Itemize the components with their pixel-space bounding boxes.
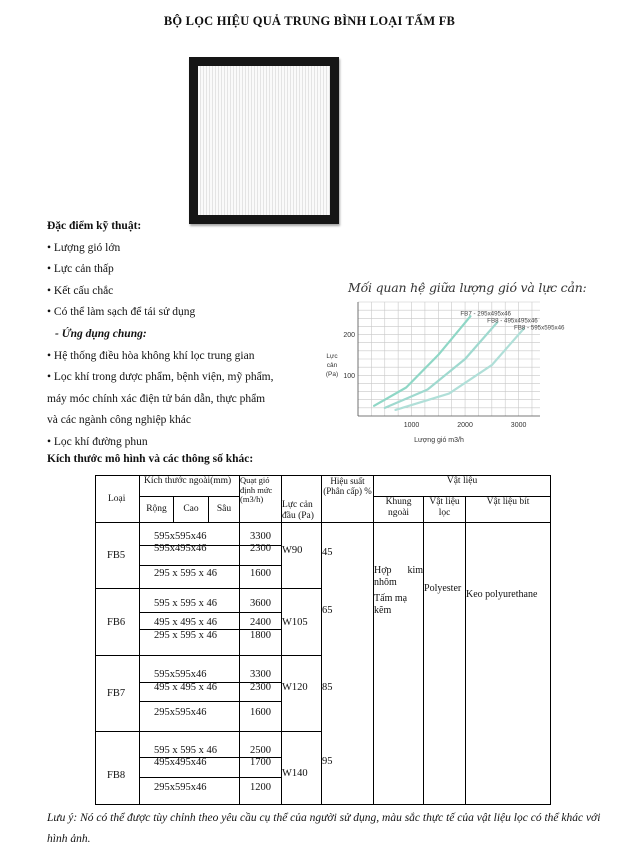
x-axis-label: Lượng gió m3/h (414, 437, 464, 444)
size-value: 495x495x46 (154, 757, 207, 768)
flow-value: 2300 (250, 543, 272, 554)
row-type: FB6 (96, 589, 140, 656)
size-value: 295x595x46 (154, 707, 207, 718)
flow-value: 2500 (250, 745, 272, 756)
row-sizes (140, 523, 240, 589)
row-type: FB5 (96, 523, 140, 589)
size-value: 295x595x46 (154, 782, 207, 793)
footnote: Lưu ý: Nó có thể được tùy chỉnh theo yêu cầu cụ thể của người sử dụng, màu sắc thực tế của vật liệu lọc có thể khác với hình ảnh. (47, 812, 601, 845)
row-type: FB7 (96, 656, 140, 732)
flow-value: 1200 (250, 782, 272, 793)
header-seal: Vật liệu bít (466, 497, 551, 523)
row-sizes (140, 656, 240, 732)
row-sizes (140, 732, 240, 805)
x-tick-label: 1000 (403, 422, 420, 429)
row-flows (240, 523, 282, 589)
size-value: 295 x 595 x 46 (154, 630, 217, 641)
spec-block (47, 216, 317, 454)
row-resist: W120 (282, 656, 322, 732)
size-value: 495 x 495 x 46 (154, 682, 217, 693)
row-efficiency: 85 (322, 656, 374, 732)
header-resist: Lực cản đầu (Pa) (282, 476, 322, 523)
y-axis-label: cản (326, 362, 338, 369)
size-value: 295 x 595 x 46 (154, 568, 217, 579)
frame-material-cell (374, 523, 424, 805)
app-item: • Lọc khí đường phun (47, 435, 148, 448)
media-material-cell (424, 523, 466, 805)
filter-media (198, 66, 330, 215)
spec-item: • Có thể làm sạch để tái sử dụng (47, 306, 196, 319)
spec-item: • Kết cấu chắc (47, 284, 114, 297)
chart-title: Mối quan hệ giữa lượng gió và lực cản: (348, 280, 587, 295)
media-material: Polyester (424, 583, 462, 594)
page-title: BỘ LỌC HIỆU QUẢ TRUNG BÌNH LOẠI TẤM FB (163, 14, 456, 28)
frame-material-2: Tấm mạ kẽm (374, 593, 408, 616)
header-height: Cao (174, 497, 209, 523)
size-value: 595x595x46 (154, 531, 207, 542)
x-tick-label: 2000 (457, 422, 473, 429)
series-label: FB7 - 295x495x46 (460, 310, 511, 318)
app-item: máy móc chính xác điện tử bán dẫn, thực phẩm (47, 392, 266, 405)
size-value: 595x495x46 (154, 543, 207, 554)
header-depth: Sâu (209, 497, 240, 523)
size-value: 595 x 595 x 46 (154, 745, 217, 756)
row-efficiency: 45 (322, 523, 374, 589)
seal-material: Keo polyurethane (466, 589, 538, 600)
row-efficiency: 65 (322, 589, 374, 656)
row-resist: W140 (282, 732, 322, 805)
flow-value: 2300 (250, 682, 272, 693)
row-sizes (140, 589, 240, 656)
flow-value: 1700 (250, 757, 272, 768)
app-heading: - Ứng dụng chung: (55, 327, 147, 340)
header-efficiency: Hiệu suất (Phân cấp) % (322, 476, 374, 523)
row-flows (240, 656, 282, 732)
y-axis-label: (Pa) (325, 371, 339, 378)
header-flow: Quạt gió định mức (m3/h) (240, 476, 282, 523)
filter-image (189, 57, 339, 224)
flow-value: 3300 (250, 669, 272, 680)
y-axis-label: Lực (326, 353, 338, 360)
x-tick-label: 3000 (510, 422, 527, 429)
header-width: Rộng (140, 497, 174, 523)
flow-value: 1600 (250, 707, 272, 718)
series-line (396, 329, 524, 410)
row-type: FB8 (96, 732, 140, 805)
size-value: 595 x 595 x 46 (154, 598, 217, 609)
specs-heading: Đặc điểm kỹ thuật: (47, 220, 142, 232)
row-flows (240, 589, 282, 656)
flow-value: 1600 (250, 568, 272, 579)
flow-value: 2400 (250, 617, 272, 628)
header-type: Loại (96, 476, 140, 523)
flow-value: 3300 (250, 531, 272, 542)
flow-value: 3600 (250, 598, 272, 609)
airflow-resistance-chart (318, 296, 565, 446)
app-item: và các ngành công nghiệp khác (47, 414, 192, 427)
row-resist: W90 (282, 523, 322, 589)
y-tick-label: 200 (343, 332, 355, 340)
seal-material-cell (466, 523, 551, 805)
size-value: 595x595x46 (154, 669, 207, 680)
app-item: • Lọc khí trong dược phẩm, bệnh viện, mỹ phẩm, (47, 371, 274, 384)
y-tick-label: 100 (343, 372, 355, 380)
flow-value: 1800 (250, 630, 272, 641)
dims-title: Kích thước mô hình và các thông số khác: (47, 453, 254, 465)
header-media: Vật liệu lọc (424, 497, 466, 523)
series-label: FB8 - 595x595x46 (513, 324, 565, 332)
app-item: • Hệ thống điều hòa không khí lọc trung gian (47, 349, 255, 362)
size-value: 495 x 495 x 46 (154, 617, 217, 628)
row-flows (240, 732, 282, 805)
header-material: Vật liệu (374, 476, 551, 497)
header-outer-dims: Kích thước ngoài(mm) (140, 476, 240, 497)
row-efficiency: 95 (322, 732, 374, 805)
spec-item: • Lượng gió lớn (47, 241, 121, 254)
header-frame: Khung ngoài (374, 497, 424, 523)
row-resist: W105 (282, 589, 322, 656)
spec-table (95, 475, 551, 805)
spec-item: • Lực cản thấp (47, 263, 114, 276)
series-label: FB8 - 495x495x46 (487, 317, 538, 325)
frame-material-1: Hợp kim nhôm (374, 565, 424, 588)
